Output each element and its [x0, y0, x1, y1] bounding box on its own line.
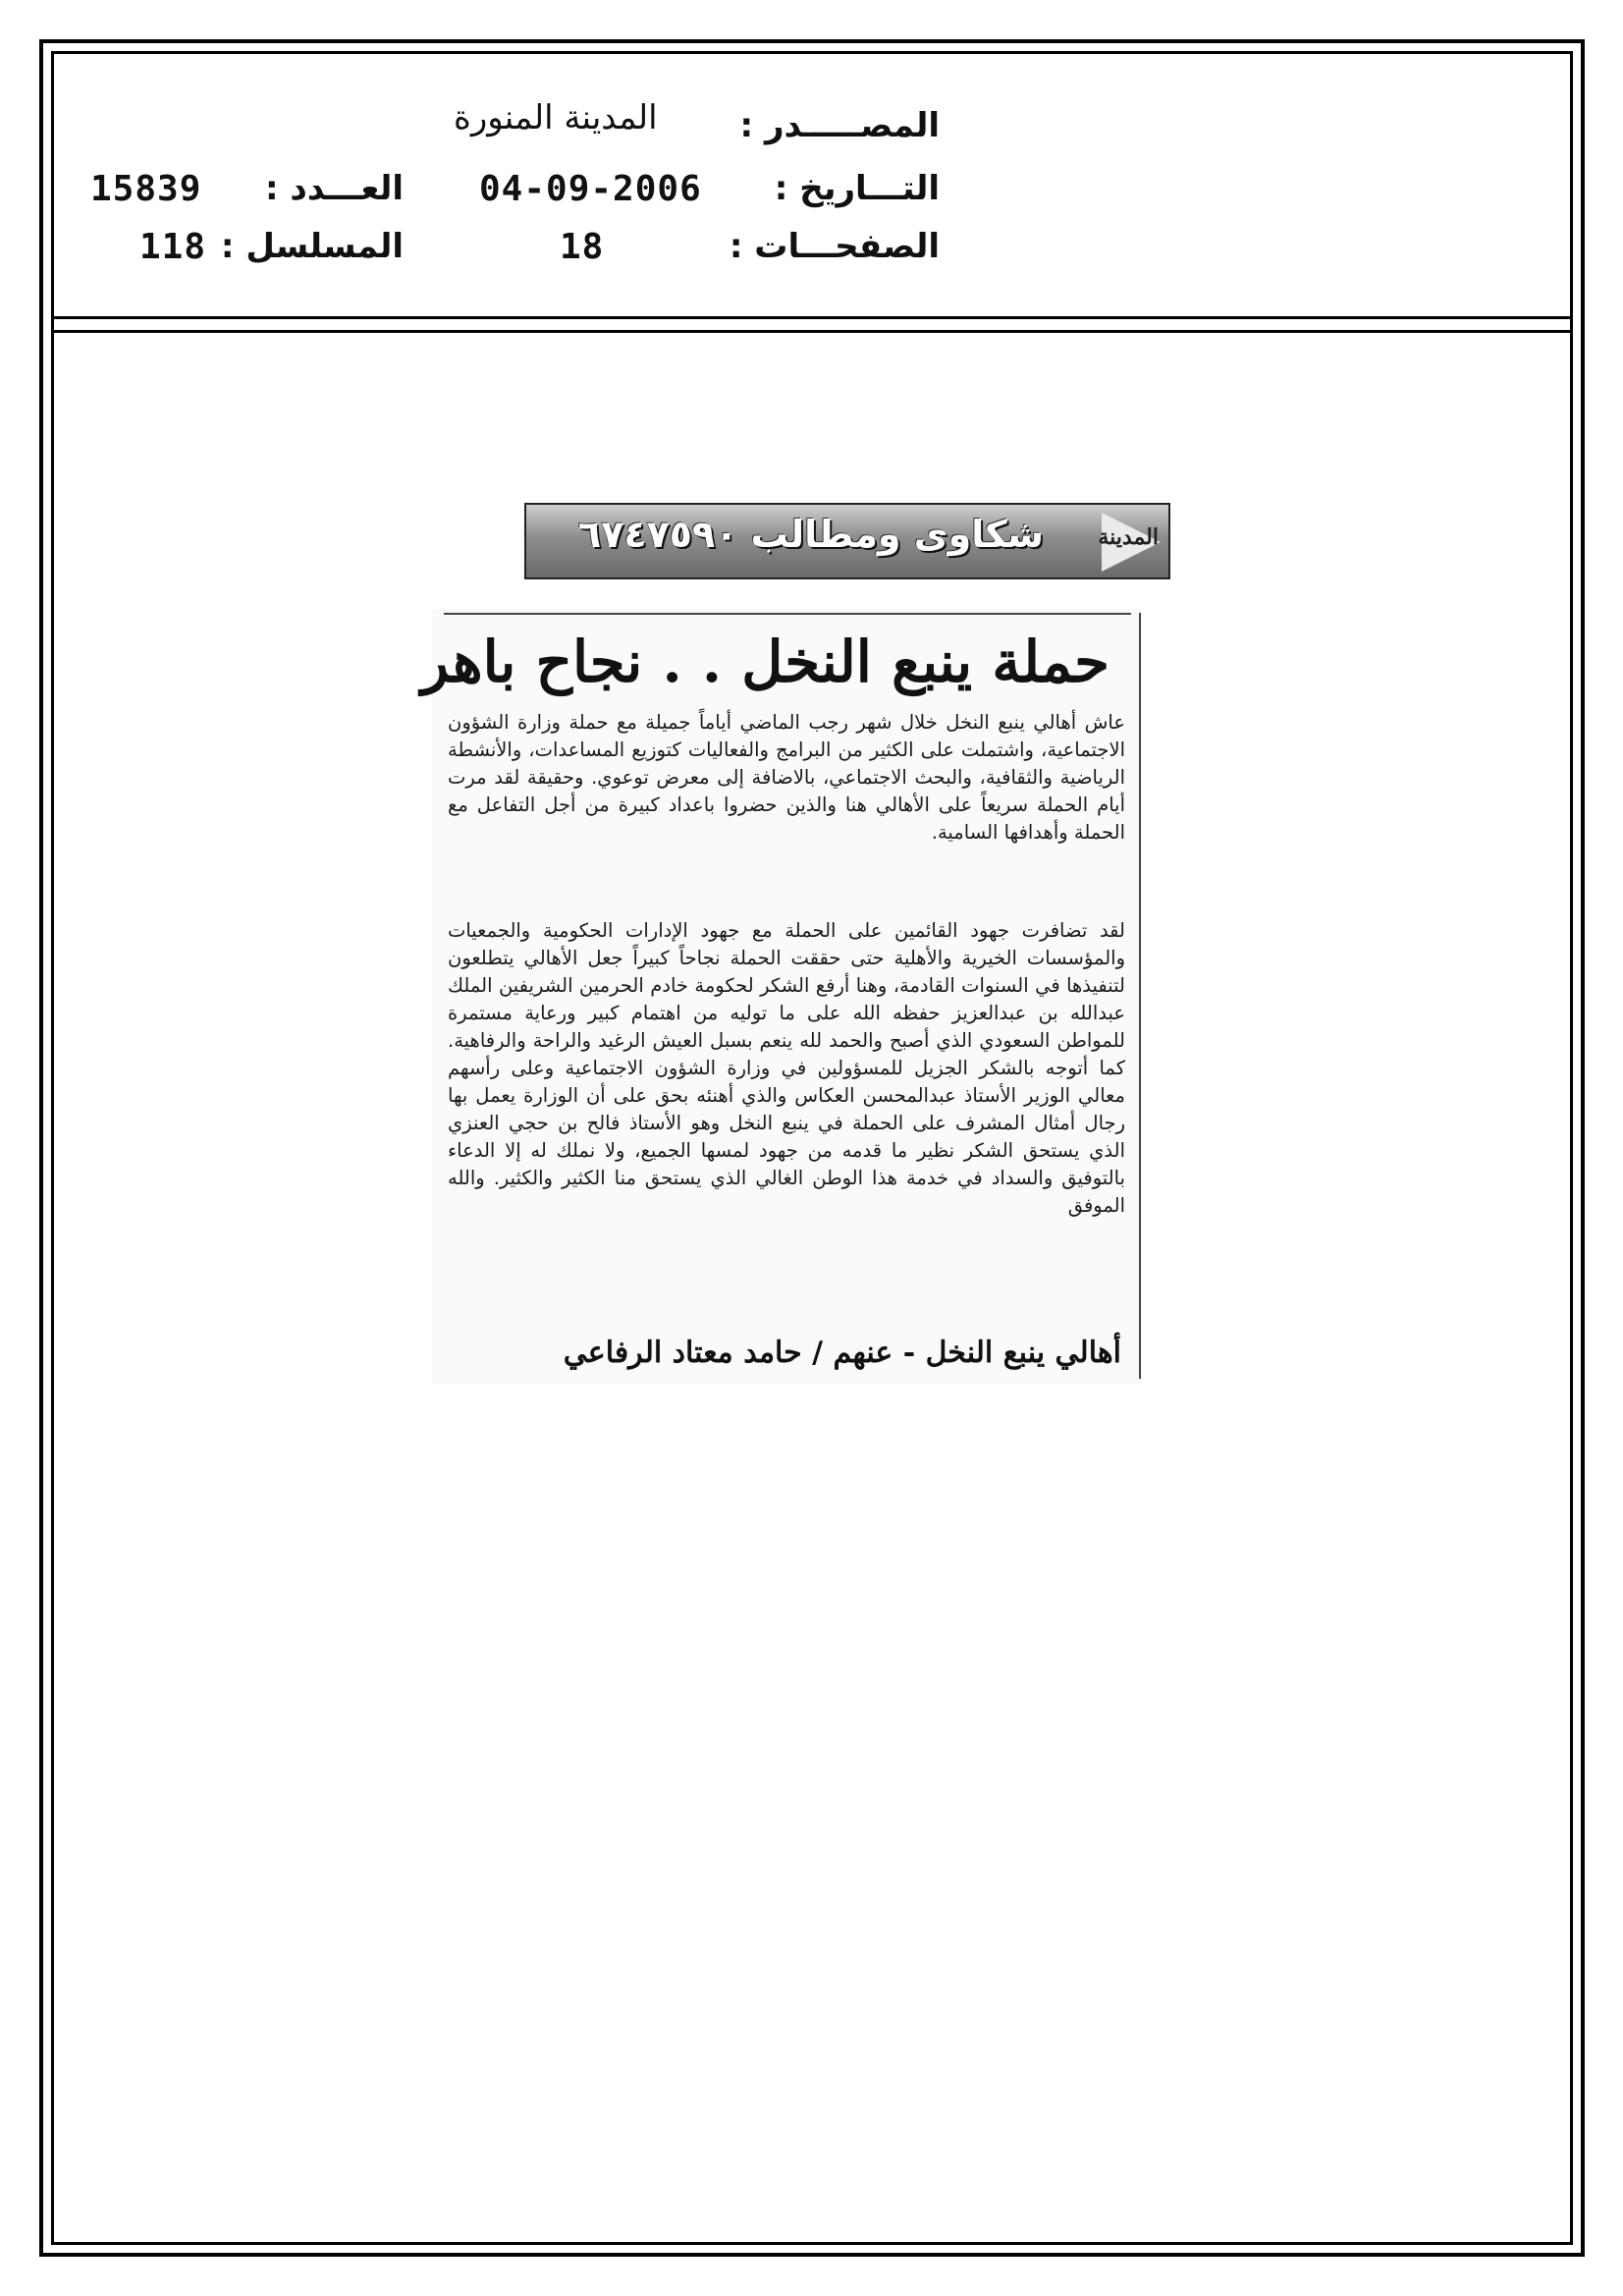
banner-title: شكاوى ومطالب ٦٧٤٧٥٩٠: [578, 513, 1044, 556]
article-paragraph: لقد تضافرت جهود القائمين على الحملة مع جهود الإدارات الحكومية والجمعيات والمؤسسات الخيرية والأهلية حتى حققت الحملة نجاحاً كبيراً جعل الأهالي يتطلعون لتنفيذها في السنوات القادمة، وهنا أرفع الشكر لحكومة خادم الحرمين الشريفين الملك عبدالله بن عبدالعزيز حفظه الله على ما توليه من اهتمام كبير ورعاية مستمرة للمواطن السعودي الذي أصبح والحمد لله ينعم بسبل العيش الرغيد والراحة والرفاهية. كما أتوجه بالشكر الجزيل للمسؤولين في وزارة الشؤون الاجتماعية وعلى رأسهم معالي الوزير الأستاذ عبدالمحسن العكاس والذي أهنئه بحق على أن الوزارة يعمل بها رجال أمثال المشرف على الحملة في ينبع النخل وهو الأستاذ فالح بن حجي العنزي الذي يستحق الشكر نظير ما قدمه من جهود لمسها الجميع، ولا نملك له إلا الدعاء بالتوفيق والسداد في خدمة هذا الوطن الغالي الذي يستحق منا الكثير والكثير. والله الموفق: [448, 919, 1125, 1217]
article-headline: حملة ينبع النخل . . نجاح باهر: [421, 629, 1109, 695]
issue-label: العـــدد :: [265, 169, 404, 208]
serial-value: 118: [139, 227, 207, 267]
article-top-rule: [444, 613, 1131, 615]
header-divider: [51, 316, 1573, 319]
issue-value: 15839: [90, 169, 202, 209]
source-label: المصـــــدر :: [739, 106, 940, 145]
date-label: التـــاريخ :: [774, 169, 940, 208]
date-value: 04-09-2006: [479, 169, 702, 209]
serial-label: المسلسل :: [220, 227, 404, 266]
article-signature: أهالي ينبع النخل - عنهم / حامد معتاد الرفاعي: [563, 1336, 1121, 1370]
article-paragraph: عاش أهالي ينبع النخل خلال شهر رجب الماضي أياماً جميلة مع حملة وزارة الشؤون الاجتماعية، واشتملت على الكثير من البرامج والفعاليات كتوزيع المساعدات، والأنشطة الرياضية والثقافية، والبحث الاجتماعي، بالاضافة إلى معرض توعوي. وحقيقة لقد مرت أيام الحملة سريعاً على الأهالي هنا والذين حضروا باعداد كبيرة من أجل التفاعل مع الحملة وأهدافها السامية.: [448, 711, 1125, 844]
article-side-rule: [1139, 613, 1141, 1379]
column-banner: [524, 503, 1170, 579]
header-divider-double: [51, 330, 1573, 333]
pages-value: 18: [560, 227, 605, 267]
source-value: المدينة المنورة: [454, 98, 658, 137]
newspaper-logo: المدينة: [1098, 524, 1159, 550]
pages-label: الصفحـــات :: [729, 227, 940, 266]
